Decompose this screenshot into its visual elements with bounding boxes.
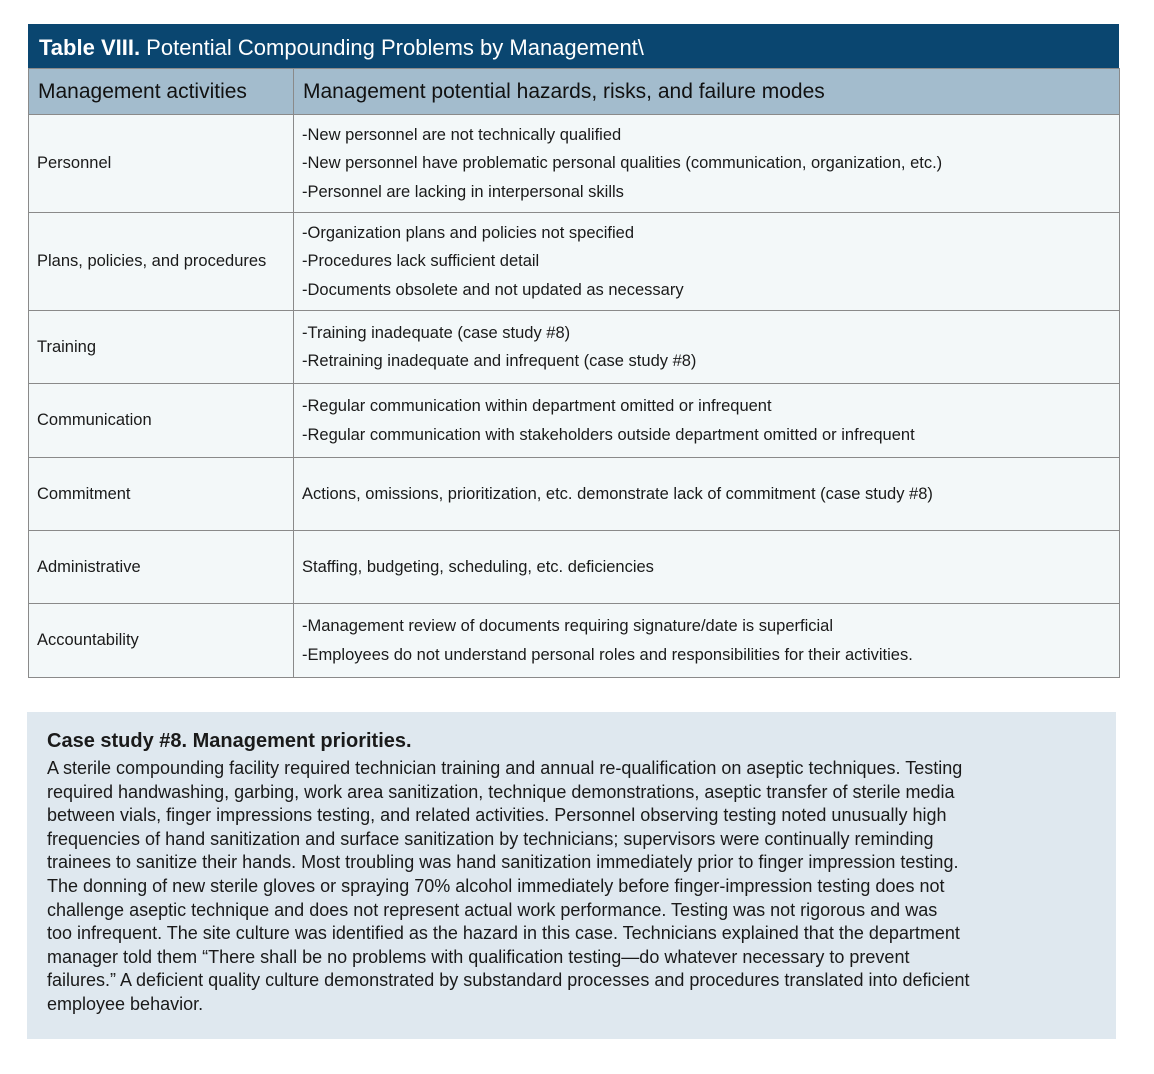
activity-cell: Commitment <box>29 458 294 531</box>
management-table <box>28 68 1120 678</box>
hazards-cell <box>294 311 1120 384</box>
hazards-cell <box>294 458 1120 531</box>
case-study-line: The donning of new sterile gloves or spraying 70% alcohol immediately before finger-impression testing does not <box>47 875 945 896</box>
hazards-cell <box>294 213 1120 311</box>
case-study-line: frequencies of hand sanitization and surface sanitization by technicians; supervisors were continually reminding <box>47 828 934 849</box>
column-header-hazards: Management potential hazards, risks, and failure modes <box>294 69 1120 115</box>
activity-cell: Plans, policies, and procedures <box>29 213 294 311</box>
hazard-item: -Documents obsolete and not updated as necessary <box>302 280 684 299</box>
hazards-cell <box>294 384 1120 458</box>
case-study-line: A sterile compounding facility required technician training and annual re-qualification on aseptic techniques. Testing <box>47 758 963 778</box>
case-study-title: Case study #8. Management priorities. <box>47 730 412 752</box>
hazard-item: -Management review of documents requiring signature/date is superficial <box>302 617 834 635</box>
activity-cell: Communication <box>29 384 294 458</box>
hazard-item: -Organization plans and policies not specified <box>302 223 635 242</box>
table-row <box>29 458 1120 531</box>
case-study-body <box>47 757 1096 1017</box>
column-header-activities: Management activities <box>29 69 294 115</box>
hazard-item: -Training inadequate (case study #8) <box>302 323 571 342</box>
case-study-line: trainees to sanitize their hands. Most troubling was hand sanitization immediately prior to finger impression testing. <box>47 852 959 873</box>
table-title-text: Potential Compounding Problems by Management\ <box>140 35 644 60</box>
hazard-item: -Retraining inadequate and infrequent (case study #8) <box>302 352 697 370</box>
activity-cell: Accountability <box>29 604 294 678</box>
hazard-item: Actions, omissions, prioritization, etc. demonstrate lack of commitment (case study #8) <box>302 484 933 503</box>
hazard-item: -Procedures lack sufficient detail <box>302 252 540 271</box>
table-row <box>29 213 1120 311</box>
table-row <box>29 531 1120 604</box>
case-study-line: challenge aseptic technique and does not represent actual work performance. Testing was not rigorous and was <box>47 899 938 920</box>
table-row <box>29 115 1120 213</box>
management-table-container <box>28 24 1119 678</box>
hazard-item: -New personnel have problematic personal qualities (communication, organization, etc.) <box>302 154 943 173</box>
hazards-cell <box>294 531 1120 604</box>
table-title-label: Table VIII. <box>39 35 141 60</box>
hazard-item: Staffing, budgeting, scheduling, etc. deficiencies <box>302 557 654 576</box>
hazard-item: -Regular communication within department omitted or infrequent <box>302 397 772 415</box>
hazard-item: -Regular communication with stakeholders outside department omitted or infrequent <box>302 425 915 444</box>
hazard-item: -Employees do not understand personal roles and responsibilities for their activities. <box>302 645 913 664</box>
hazards-cell <box>294 604 1120 678</box>
case-study-line: failures.” A deficient quality culture demonstrated by substandard processes and procedures translated into deficient <box>47 970 970 991</box>
activity-cell: Administrative <box>29 531 294 604</box>
table-row <box>29 311 1120 384</box>
table-title <box>28 24 1119 68</box>
case-study-line: employee behavior. <box>47 993 204 1014</box>
case-study-line: between vials, finger impressions testing, and related activities. Personnel observing testing noted unusually high <box>47 805 947 826</box>
case-study-line: required handwashing, garbing, work area sanitization, technique demonstrations, aseptic transfer of sterile media <box>47 781 955 802</box>
table-row <box>29 604 1120 678</box>
hazard-item: -New personnel are not technically qualified <box>302 125 622 144</box>
hazard-item: -Personnel are lacking in interpersonal skills <box>302 182 624 201</box>
activity-cell: Training <box>29 311 294 384</box>
case-study-line: manager told them “There shall be no problems with qualification testing—do whatever necessary to prevent <box>47 946 910 967</box>
table-row <box>29 384 1120 458</box>
activity-cell: Personnel <box>29 115 294 213</box>
case-study-line: too infrequent. The site culture was identified as the hazard in this case. Technicians explained that the department <box>47 923 960 944</box>
table-header-row <box>29 69 1120 115</box>
case-study-box <box>27 712 1116 1039</box>
hazards-cell <box>294 115 1120 213</box>
